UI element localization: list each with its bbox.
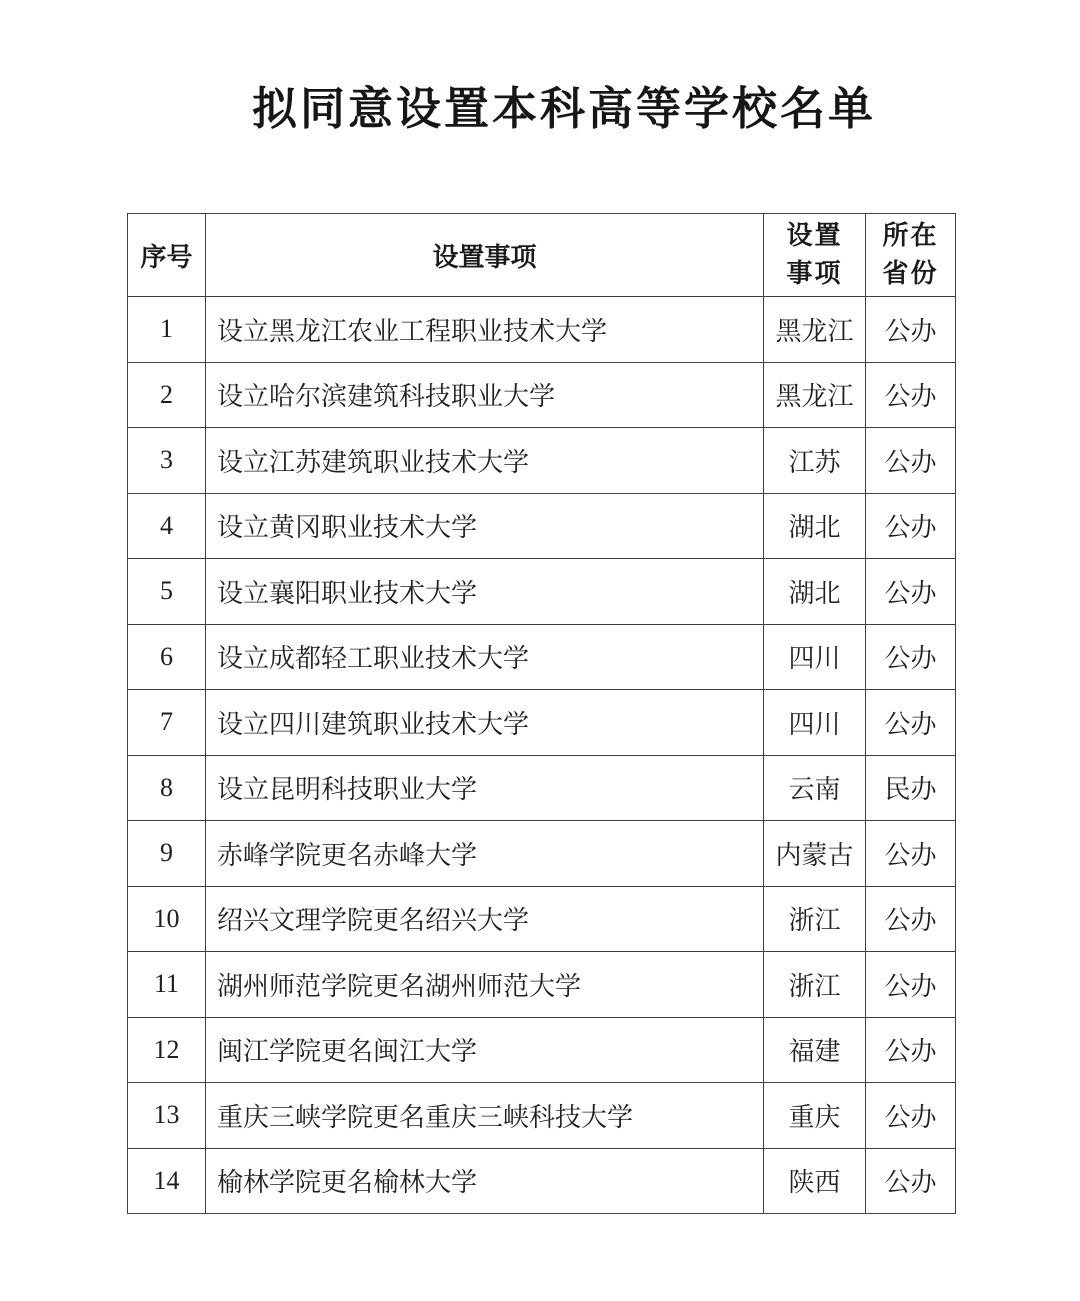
province-cell: 四川 (764, 690, 866, 756)
school-type-cell: 公办 (866, 1083, 956, 1149)
school-type-cell: 公办 (866, 952, 956, 1018)
province-cell: 湖北 (764, 559, 866, 625)
setup-item-cell: 设立襄阳职业技术大学 (206, 559, 764, 625)
table-row (128, 821, 956, 887)
table-row (128, 362, 956, 428)
province-cell: 四川 (764, 624, 866, 690)
header-school-type-line2: 省份 (882, 259, 939, 288)
serial-number-cell: 9 (128, 821, 206, 887)
setup-item-cell: 重庆三峡学院更名重庆三峡科技大学 (206, 1083, 764, 1149)
serial-number-cell: 5 (128, 559, 206, 625)
table-header-row (128, 214, 956, 297)
province-cell: 黑龙江 (764, 297, 866, 363)
school-type-cell: 公办 (866, 690, 956, 756)
setup-item-cell: 设立成都轻工职业技术大学 (206, 624, 764, 690)
school-type-cell: 公办 (866, 821, 956, 887)
setup-item-cell: 设立黄冈职业技术大学 (206, 493, 764, 559)
province-cell: 湖北 (764, 493, 866, 559)
province-cell: 浙江 (764, 886, 866, 952)
header-serial-number: 序号 (128, 214, 206, 297)
serial-number-cell: 14 (128, 1148, 206, 1214)
setup-item-cell: 湖州师范学院更名湖州师范大学 (206, 952, 764, 1018)
table-row (128, 1083, 956, 1149)
setup-item-cell: 设立江苏建筑职业技术大学 (206, 428, 764, 494)
province-cell: 内蒙古 (764, 821, 866, 887)
serial-number-cell: 8 (128, 755, 206, 821)
serial-number-cell: 10 (128, 886, 206, 952)
province-cell: 陕西 (764, 1148, 866, 1214)
table-row (128, 624, 956, 690)
table-row (128, 952, 956, 1018)
setup-item-cell: 设立哈尔滨建筑科技职业大学 (206, 362, 764, 428)
table-row (128, 1148, 956, 1214)
school-type-cell: 公办 (866, 428, 956, 494)
setup-item-cell: 榆林学院更名榆林大学 (206, 1148, 764, 1214)
table-row (128, 493, 956, 559)
header-province-line2: 事项 (786, 259, 843, 288)
table-row (128, 1017, 956, 1083)
setup-item-cell: 设立昆明科技职业大学 (206, 755, 764, 821)
school-type-cell: 公办 (866, 1148, 956, 1214)
serial-number-cell: 6 (128, 624, 206, 690)
header-school-type (866, 214, 956, 297)
province-cell: 重庆 (764, 1083, 866, 1149)
serial-number-cell: 4 (128, 493, 206, 559)
province-cell: 江苏 (764, 428, 866, 494)
setup-item-cell: 设立四川建筑职业技术大学 (206, 690, 764, 756)
header-school-type-line1: 所在 (882, 221, 939, 250)
serial-number-cell: 3 (128, 428, 206, 494)
serial-number-cell: 11 (128, 952, 206, 1018)
school-list-table (127, 213, 956, 1214)
province-cell: 福建 (764, 1017, 866, 1083)
serial-number-cell: 7 (128, 690, 206, 756)
table-row (128, 886, 956, 952)
document-title: 拟同意设置本科高等学校名单 (251, 82, 876, 135)
school-type-cell: 民办 (866, 755, 956, 821)
header-setup-item: 设置事项 (206, 214, 764, 297)
table-row (128, 755, 956, 821)
table-row (128, 690, 956, 756)
school-type-cell: 公办 (866, 886, 956, 952)
school-type-cell: 公办 (866, 493, 956, 559)
province-cell: 浙江 (764, 952, 866, 1018)
table-row (128, 559, 956, 625)
school-type-cell: 公办 (866, 1017, 956, 1083)
header-province-line1: 设置 (786, 221, 843, 250)
school-type-cell: 公办 (866, 559, 956, 625)
header-province (764, 214, 866, 297)
table-row (128, 297, 956, 363)
school-type-cell: 公办 (866, 624, 956, 690)
table-row (128, 428, 956, 494)
serial-number-cell: 2 (128, 362, 206, 428)
province-cell: 云南 (764, 755, 866, 821)
setup-item-cell: 赤峰学院更名赤峰大学 (206, 821, 764, 887)
school-type-cell: 公办 (866, 362, 956, 428)
school-type-cell: 公办 (866, 297, 956, 363)
serial-number-cell: 12 (128, 1017, 206, 1083)
province-cell: 黑龙江 (764, 362, 866, 428)
setup-item-cell: 闽江学院更名闽江大学 (206, 1017, 764, 1083)
serial-number-cell: 1 (128, 297, 206, 363)
setup-item-cell: 绍兴文理学院更名绍兴大学 (206, 886, 764, 952)
serial-number-cell: 13 (128, 1083, 206, 1149)
setup-item-cell: 设立黑龙江农业工程职业技术大学 (206, 297, 764, 363)
